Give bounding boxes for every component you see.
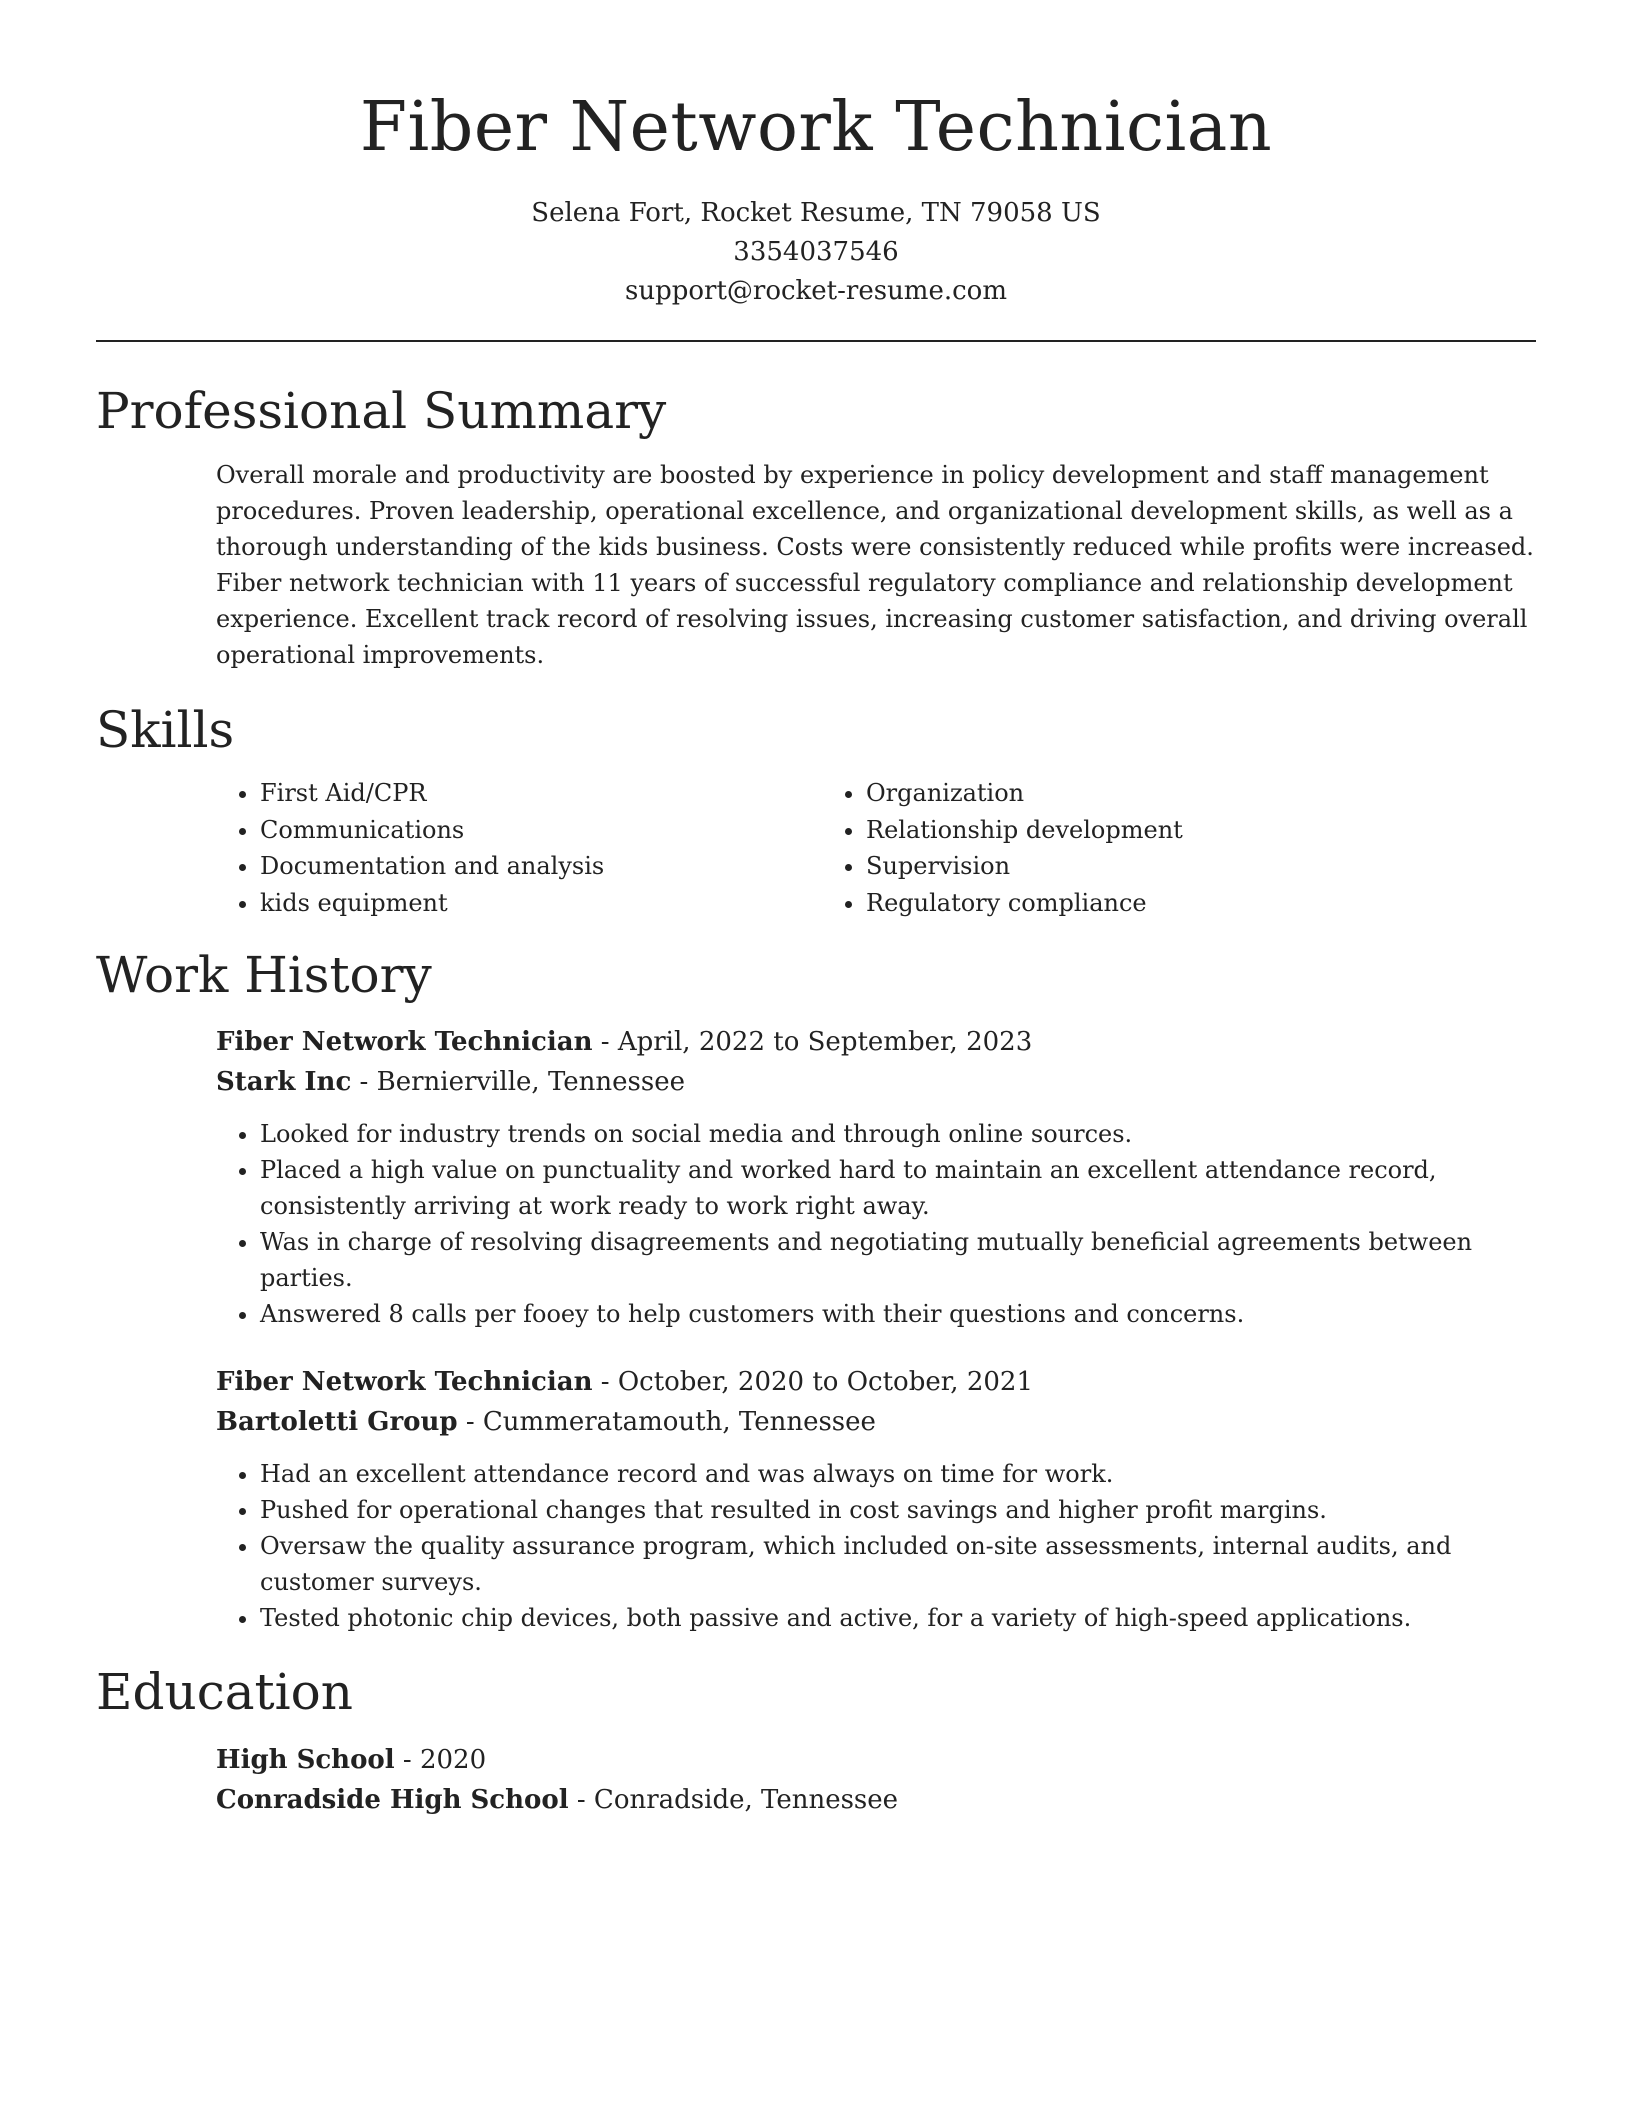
job-title-line — [216, 1362, 1536, 1402]
contact-block — [0, 194, 1632, 311]
skill-item: • Organization — [866, 775, 1428, 812]
resume-name: Fiber Network Technician — [359, 88, 1273, 167]
job-bullets — [216, 1116, 1536, 1332]
job-company: Stark Inc — [216, 1067, 352, 1097]
employer-line — [216, 1402, 1536, 1442]
skill-item: • Supervision — [866, 848, 1428, 885]
contact-email: support@rocket-resume.com — [624, 276, 1007, 306]
job-title: Fiber Network Technician — [216, 1027, 593, 1057]
job-bullet: • Tested photonic chip devices, both passive and active, for a variety of high-speed applications. — [260, 1600, 1536, 1636]
skills-heading: Skills — [96, 701, 235, 759]
resume-header — [0, 0, 1632, 311]
job-location: - Cummeratamouth, Tennessee — [457, 1407, 876, 1437]
job-dates: - October, 2020 to October, 2021 — [592, 1367, 1034, 1397]
job-entry — [216, 1362, 1536, 1636]
education-degree: High School — [216, 1745, 395, 1775]
skills-list-left — [216, 775, 822, 921]
job-entry — [216, 1022, 1536, 1332]
contact-phone: 3354037546 — [733, 237, 899, 267]
summary-text: Overall morale and productivity are boosted by experience in policy development and staff management procedures. Proven leadership, operational excellence, and organizational development skills, as well as a thorough understanding of the kids business. Costs were consistently reduced while profits were increased. Fiber network technician with 11 years of successful regulatory compliance and relationship development experience. Excellent track record of resolving issues, increasing customer satisfaction, and driving overall operational improvements. — [216, 461, 1534, 669]
header-divider — [96, 340, 1536, 342]
school-line — [216, 1780, 1536, 1820]
degree-line — [216, 1740, 1536, 1780]
job-company: Bartoletti Group — [216, 1407, 458, 1437]
work-heading: Work History — [96, 946, 432, 1004]
skills-list-right — [822, 775, 1428, 921]
job-bullet: • Oversaw the quality assurance program, which included on-site assessments, internal audits, and customer surveys. — [260, 1528, 1536, 1600]
job-bullet: • Looked for industry trends on social media and through online sources. — [260, 1116, 1536, 1152]
summary-heading: Professional Summary — [96, 382, 667, 440]
skill-item: • Communications — [260, 812, 822, 849]
skill-item: • Documentation and analysis — [260, 848, 822, 885]
job-location: - Bernierville, Tennessee — [351, 1067, 686, 1097]
job-bullet: • Placed a high value on punctuality and worked hard to maintain an excellent attendance record, consistently arriving at work ready to work right away. — [260, 1152, 1536, 1224]
job-bullet: • Pushed for operational changes that resulted in cost savings and higher profit margins. — [260, 1492, 1536, 1528]
employer-line — [216, 1062, 1536, 1102]
job-bullet: • Answered 8 calls per fooey to help customers with their questions and concerns. — [260, 1296, 1536, 1332]
skill-item: • Regulatory compliance — [866, 885, 1428, 922]
job-bullet: • Was in charge of resolving disagreements and negotiating mutually beneficial agreements between parties. — [260, 1224, 1536, 1296]
job-bullet: • Had an excellent attendance record and was always on time for work. — [260, 1456, 1536, 1492]
job-dates: - April, 2022 to September, 2023 — [592, 1027, 1033, 1057]
education-year: - 2020 — [394, 1745, 487, 1775]
skill-item: • Relationship development — [866, 812, 1428, 849]
skills-section — [216, 775, 1536, 921]
summary-section — [216, 457, 1536, 673]
education-entry — [216, 1740, 1536, 1820]
job-title: Fiber Network Technician — [216, 1367, 593, 1397]
contact-address: Selena Fort, Rocket Resume, TN 79058 US — [531, 198, 1101, 228]
education-location: - Conradside, Tennessee — [568, 1785, 899, 1815]
skill-item: • First Aid/CPR — [260, 775, 822, 812]
job-bullets — [216, 1456, 1536, 1636]
job-title-line — [216, 1022, 1536, 1062]
skill-item: • kids equipment — [260, 885, 822, 922]
education-heading: Education — [96, 1663, 353, 1721]
education-school: Conradside High School — [216, 1785, 569, 1815]
